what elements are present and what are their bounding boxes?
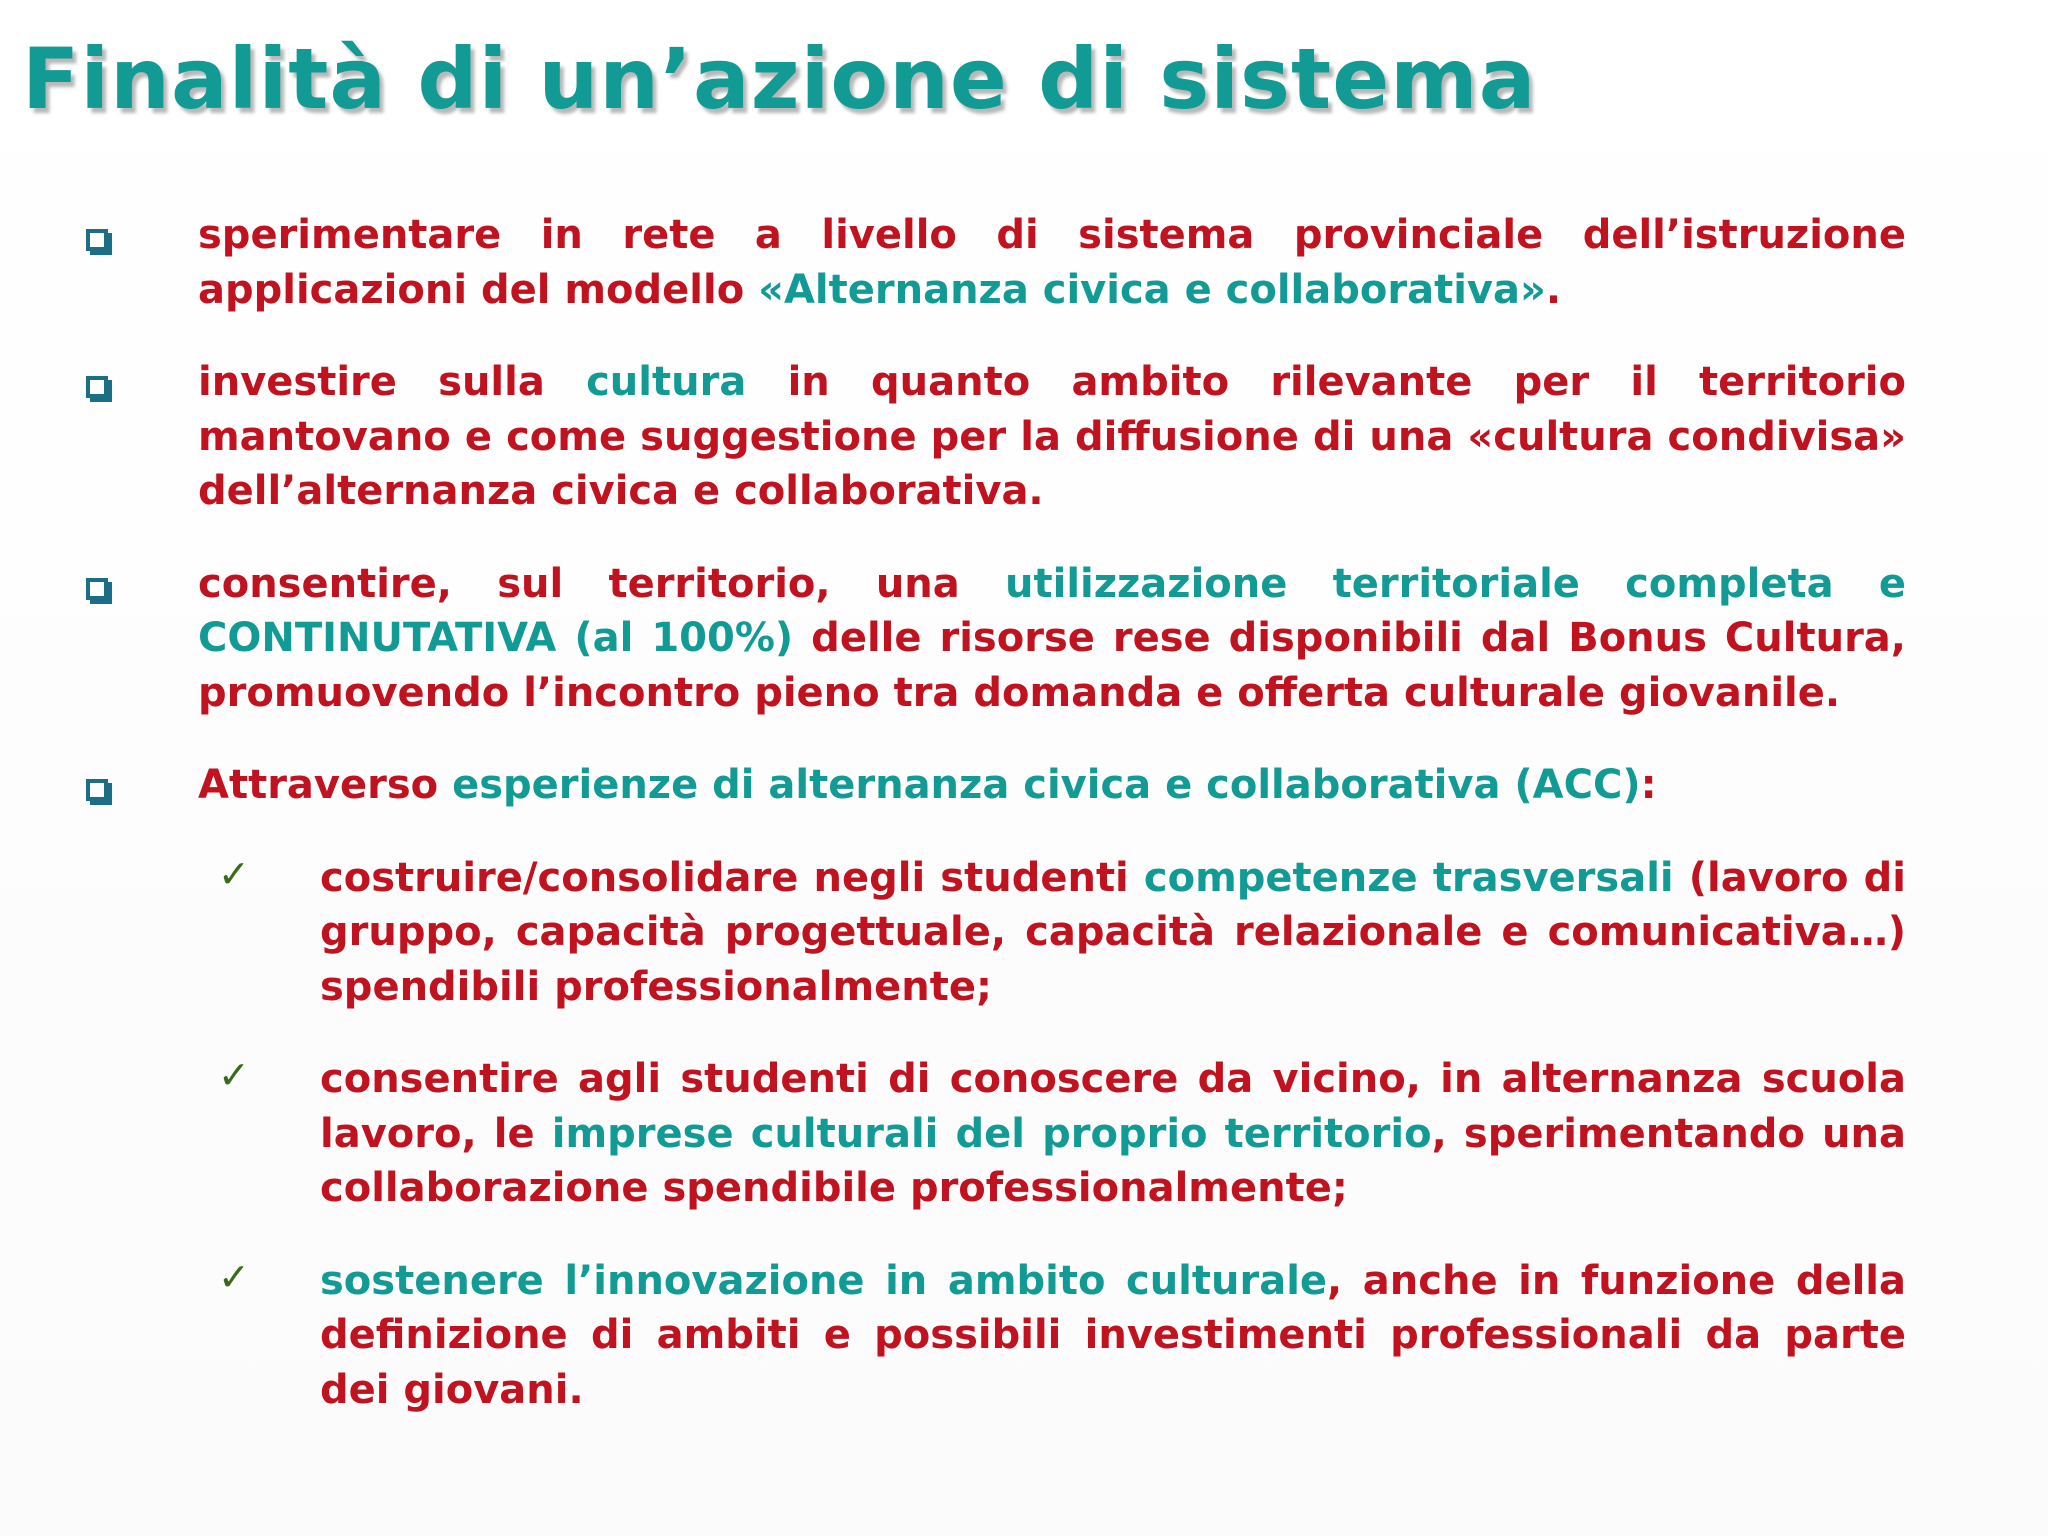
square-bullet-icon [86, 578, 108, 600]
slide-title: Finalità di un’azione di sistema [22, 30, 1537, 128]
bullet-item-2 [0, 355, 1906, 519]
bullet-text: investire sulla cultura in quanto ambito rilevante per il territorio mantovano e come suggestione per la diffusione di una «cultura condivisa» dell’alternanza civica e collaborativa. [198, 359, 1906, 514]
bullet-list [0, 208, 2048, 1455]
sub-bullet-item-3 [0, 1254, 1906, 1418]
sub-bullet-item-2 [0, 1052, 1906, 1216]
square-bullet-icon [86, 779, 108, 801]
bullet-item-1 [0, 208, 1906, 317]
sub-bullet-item-1 [0, 851, 1906, 1015]
sub-bullet-text: costruire/consolidare negli studenti competenze trasversali (lavoro di gruppo, capacità progettuale, capacità relazionale e comunicativa…) spendibili professionalmente; [320, 854, 1906, 1010]
square-bullet-icon [86, 376, 108, 398]
bullet-item-3 [0, 557, 1906, 721]
bullet-text: sperimentare in rete a livello di sistema provinciale dell’istruzione applicazioni del modello «Alternanza civica e collaborativa». [198, 212, 1906, 313]
bullet-text: Attraverso esperienze di alternanza civica e collaborativa (ACC): [198, 762, 1657, 808]
bullet-item-4 [0, 758, 1906, 813]
sub-bullet-text: sostenere l’innovazione in ambito culturale, anche in funzione della definizione di ambiti e possibili investimenti professionali da parte dei giovani. [320, 1257, 1906, 1413]
checkmark-icon: ✓ [218, 851, 250, 896]
checkmark-icon: ✓ [218, 1254, 250, 1299]
sub-bullet-text: consentire agli studenti di conoscere da vicino, in alternanza scuola lavoro, le imprese culturali del proprio territorio, sperimentando una collaborazione spendibile professionalmente; [320, 1056, 1906, 1211]
square-bullet-icon [86, 229, 108, 251]
checkmark-icon: ✓ [218, 1053, 250, 1097]
bullet-text: consentire, sul territorio, una utilizzazione territoriale completa e CONTINUTATIVA (al 100%) delle risorse rese disponibili dal Bonus Cultura, promuovendo l’incontro pieno tra domanda e offerta culturale giovanile. [198, 560, 1906, 716]
